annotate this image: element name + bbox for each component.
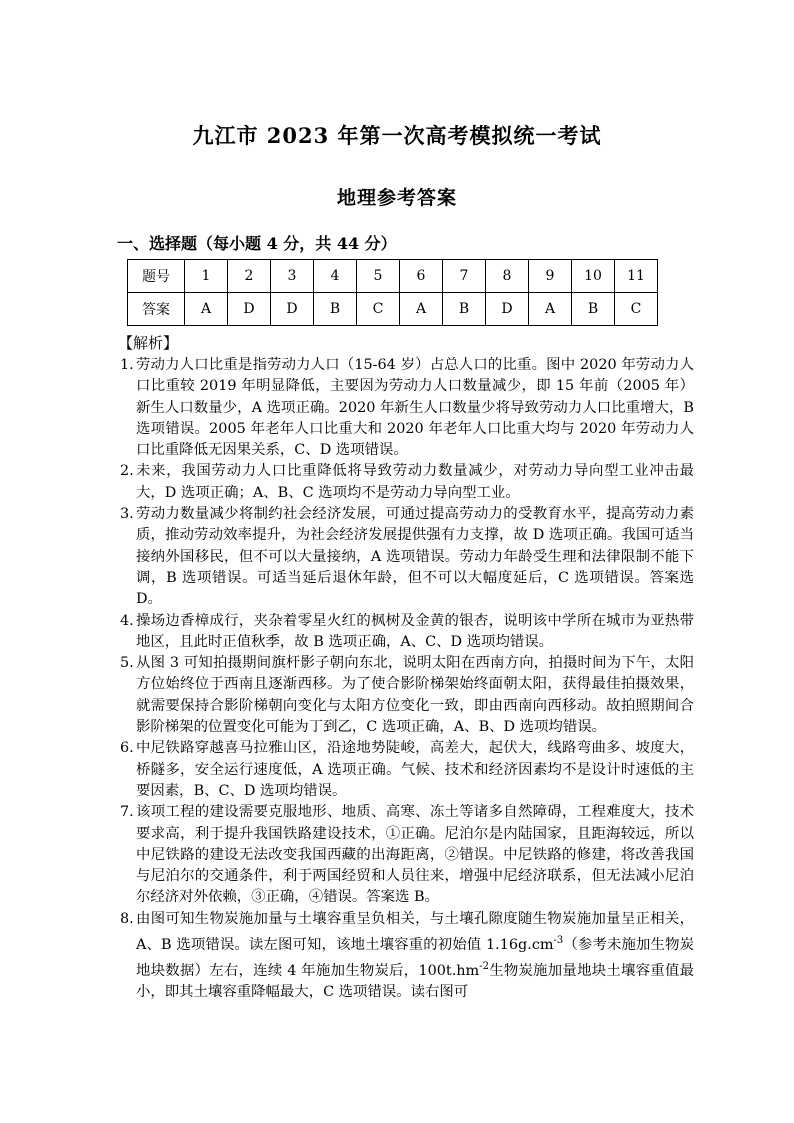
page-subtitle: 地理参考答案	[336, 187, 457, 209]
item-text-part: 由图可知生物炭施加量与土壤容重呈负相关，与土壤孔隙度随生物炭施加量呈正相关，A、B 选项错误。读左图可知，该地土壤容重的初始值 1.16g.cm	[136, 910, 694, 953]
page-title: 九江市 2023 年第一次高考模拟统一考试	[192, 123, 602, 148]
answer-cell: C	[357, 293, 400, 326]
item-text-part: 生物炭施加量地块土壤容重值最小，即其土壤容重降幅最大，C 选项错误。读右图可	[136, 962, 694, 1001]
row-label-answer: 答案	[128, 293, 185, 326]
analysis-item	[120, 802, 694, 908]
item-text: 该项工程的建设需要克服地形、地质、高寒、冻土等诸多自然障碍，工程难度大，技术要求高，利于提升我国铁路建设技术，①正确。尼泊尔是内陆国家，且距海较远，所以中尼铁路的建设无法改变我国西藏的出海距离，②错误。中尼铁路的修建，将改善我国与尼泊尔的交通条件，利于两国经贸和人员往来，增强中尼经济联系，但无法减小尼泊尔经济对外依赖，③正确，④错误。答案选 B。	[136, 804, 694, 906]
answer-row	[128, 293, 658, 326]
row-label-question-number: 题号	[128, 260, 185, 293]
answer-cell: B	[314, 293, 357, 326]
answer-table	[127, 259, 658, 326]
item-number: 7.	[120, 804, 134, 821]
question-number-cell: 6	[400, 260, 443, 293]
answer-cell: A	[529, 293, 572, 326]
item-text: 中尼铁路穿越喜马拉雅山区，沿途地势陡峻，高差大，起伏大，线路弯曲多、坡度大，桥隧多，安全运行速度低，A 选项正确。气候、技术和经济因素均不是设计时速低的主要因素，B、C、D 选项均错误。	[136, 740, 694, 799]
unit-exponent: -2	[479, 961, 489, 973]
question-number-cell: 5	[357, 260, 400, 293]
question-number-cell: 1	[185, 260, 228, 293]
item-text: 操场边香樟成行，夹杂着零星火红的枫树及金黄的银杏，说明该中学所在城市为亚热带地区，且此时正值秋季，故 B 选项正确，A、C、D 选项均错误。	[136, 612, 694, 650]
item-number: 5.	[120, 655, 134, 672]
analysis-item	[120, 504, 694, 610]
answer-cell: A	[400, 293, 443, 326]
question-number-cell: 3	[271, 260, 314, 293]
item-number: 3.	[120, 506, 134, 523]
analysis-item	[120, 653, 694, 738]
analysis-item	[120, 611, 694, 654]
analysis-heading: 【解析】	[118, 334, 179, 352]
analysis-item	[120, 461, 694, 504]
answer-cell: D	[228, 293, 271, 326]
item-text: 从图 3 可知拍摄期间旗杆影子朝向东北，说明太阳在西南方向，拍摄时间为下午，太阳方位始终位于西南且逐渐西移。为了使合影阶梯架始终面朝太阳，获得最佳拍摄效果，就需要保持合影阶梯朝向变化与太阳方位变化一致，即由西南向西移动。故拍照期间合影阶梯架的位置变化可能为丁到乙，C 选项正确，A、B、D 选项均错误。	[136, 655, 694, 736]
item-number: 6.	[120, 740, 134, 757]
analysis-item	[120, 355, 694, 461]
question-number-row	[128, 260, 658, 293]
item-number: 1.	[120, 357, 134, 373]
answer-cell: D	[486, 293, 529, 326]
unit-exponent: -3	[553, 935, 564, 947]
answer-cell: A	[185, 293, 228, 326]
item-text: 劳动力人口比重是指劳动力人口（15-64 岁）占总人口的比重。图中 2020 年劳动力人口比重较 2019 年明显降低，主要因为劳动力人口数量减少，即 15 年前（2005 年）新生人口数量少，A 选项正确。2020 年新生人口数量少将导致劳动力人口比重增大，B 选项错误。2005 年老年人口比重大和 2020 年老年人口比重大均与 2020 年劳动力人口比重降低无因果关系，C、D 选项错误。	[136, 357, 694, 459]
analysis-item	[120, 738, 694, 802]
question-number-cell: 7	[443, 260, 486, 293]
item-text	[136, 909, 694, 1004]
item-number: 4.	[120, 612, 134, 629]
answer-cell: B	[572, 293, 615, 326]
question-number-cell: 9	[529, 260, 572, 293]
question-number-cell: 11	[615, 260, 658, 293]
question-number-cell: 4	[314, 260, 357, 293]
item-text: 未来，我国劳动力人口比重降低将导致劳动力数量减少，对劳动力导向型工业冲击最大，D 选项正确；A、B、C 选项均不是劳动力导向型工业。	[136, 463, 694, 501]
analysis-list	[120, 355, 694, 1004]
question-number-cell: 2	[228, 260, 271, 293]
question-number-cell: 10	[572, 260, 615, 293]
item-number: 2.	[120, 463, 134, 480]
answer-cell: D	[271, 293, 314, 326]
section-heading: 一、选择题（每小题 4 分，共 44 分）	[117, 234, 397, 253]
analysis-item	[120, 909, 694, 1004]
answer-cell: B	[443, 293, 486, 326]
question-number-cell: 8	[486, 260, 529, 293]
item-number: 8.	[120, 910, 134, 927]
answer-cell: C	[615, 293, 658, 326]
item-text-part: （参考未施加生物炭地块数据）左右，连续 4 年施加生物炭后，100t.hm	[136, 936, 694, 979]
item-text: 劳动力数量减少将制约社会经济发展，可通过提高劳动力的受教育水平，提高劳动力素质，推动劳动效率提升，为社会经济发展提供强有力支撑，故 D 选项正确。我国可适当接纳外国移民，但不可以大量接纳，A 选项错误。劳动力年龄受生理和法律限制不能下调，B 选项错误。可适当延后退休年龄，但不可以大幅度延后，C 选项错误。答案选 D。	[136, 506, 694, 608]
